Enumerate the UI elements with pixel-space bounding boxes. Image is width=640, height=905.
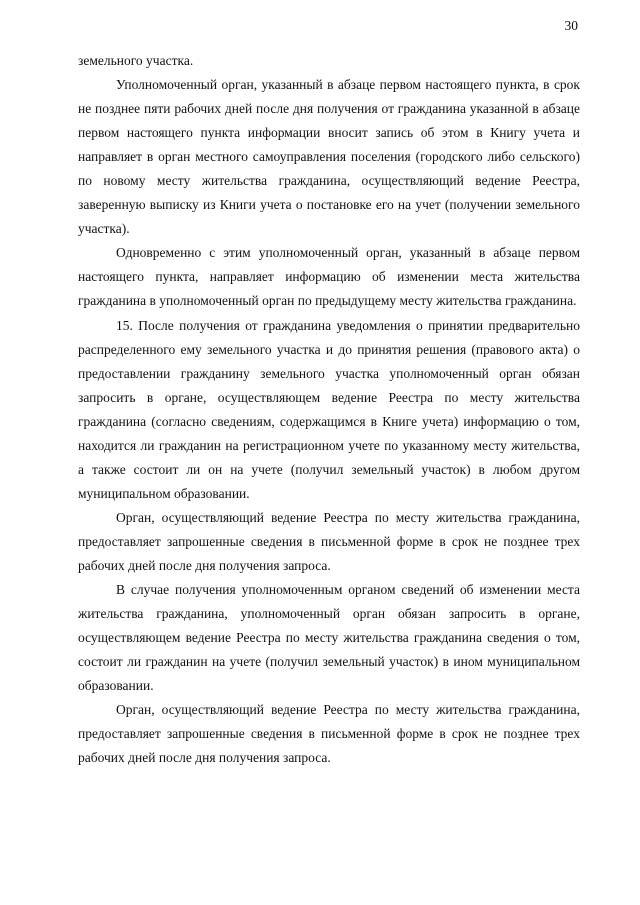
paragraph: Одновременно с этим уполномоченный орган, указанный в абзаце первом настоящего пункта, направляет информацию об изменении места жительства гражданина в уполномоченный орган по предыдущему месту жительства гражданина.	[78, 245, 580, 309]
paragraph: Орган, осуществляющий ведение Реестра по месту жительства гражданина, предоставляет запрошенные сведения в письменной форме в срок не позднее трех рабочих дней после дня получения запроса.	[78, 509, 580, 573]
paragraph: Уполномоченный орган, указанный в абзаце первом настоящего пункта, в срок не позднее пяти рабочих дней после дня получения от гражданина указанной в абзаце первом настоящего пункта информации вносит запись об этом в Книгу учета и направляет в орган местного самоуправления поселения (городского либо сельского) по новому месту жительства гражданина, осуществляющий ведение Реестра, заверенную выписку из Книги учета о постановке его на учет (получении земельного участка).	[78, 77, 580, 237]
paragraph: Орган, осуществляющий ведение Реестра по месту жительства гражданина, предоставляет запрошенные сведения в письменной форме в срок не позднее трех рабочих дней после дня получения запроса.	[78, 702, 580, 766]
paragraph: земельного участка.	[78, 53, 194, 68]
paragraph: В случае получения уполномоченным органом сведений об изменении места жительства гражданина, уполномоченный орган обязан запросить в органе, осуществляющем ведение Реестра по месту жительства гражданина сведения о том, состоит ли гражданин на учете (получил земельный участок) в ином муниципальном образовании.	[78, 582, 580, 694]
page-number: 30	[564, 18, 578, 33]
paragraph: 15. После получения от гражданина уведомления о принятии предварительно распределенного ему земельного участка и до принятия решения (правового акта) о предоставлении гражданину земельного участка уполномоченный орган обязан запросить в органе, осуществляющем ведение Реестра по месту жительства гражданина (согласно сведениям, содержащимся в Книге учета) информацию о том, находится ли гражданин на регистрационном учете по указанному месту жительства, а также состоит ли он на учете (получил земельный участок) в любом другом муниципальном образовании.	[78, 317, 580, 501]
document-body	[78, 49, 580, 770]
